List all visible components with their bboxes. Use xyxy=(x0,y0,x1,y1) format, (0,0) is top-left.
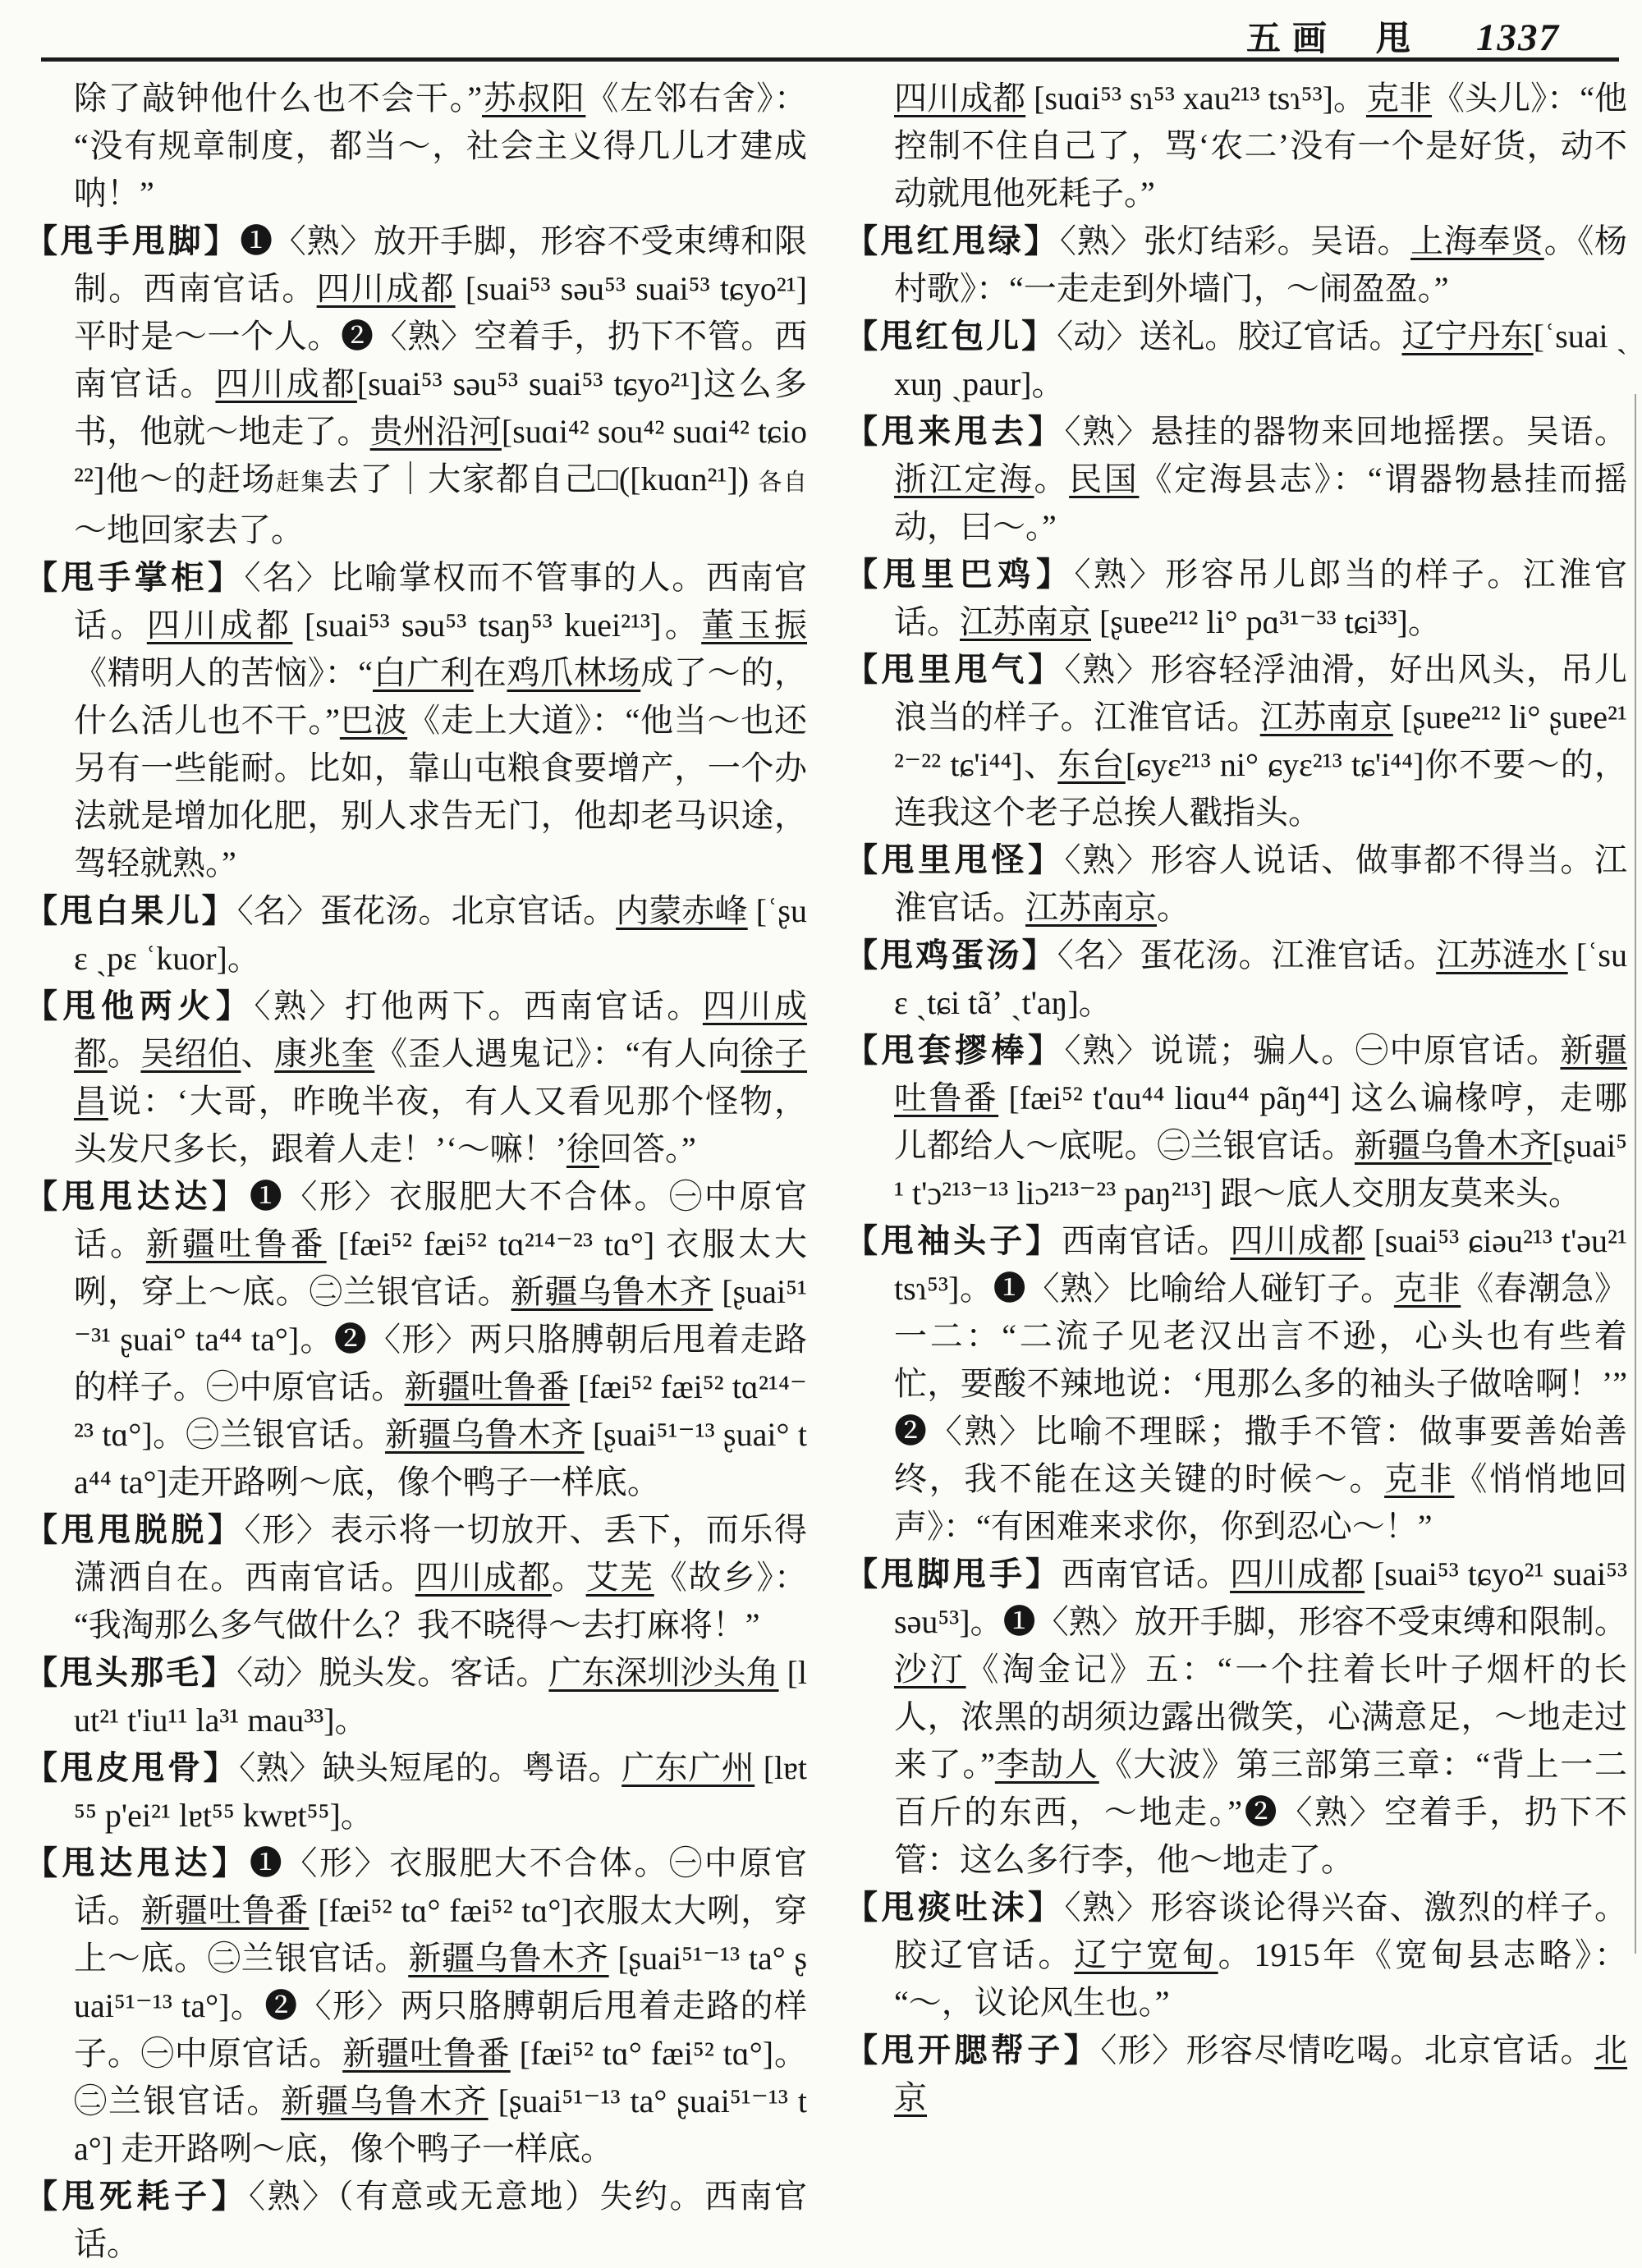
proper-noun: 艾芜 xyxy=(585,1559,654,1596)
entry-text: [ɕyɛ²¹³ ni° ɕyɛ²¹³ tɕ'i⁴⁴]你不要～的，连我这个老子总挨人戳指头。 xyxy=(894,746,1627,831)
proper-noun: 四川成都 xyxy=(316,270,456,307)
entry-text: 〈熟〉形容谈论得兴奋、激烈的样子。胶辽官话。 xyxy=(894,1889,1628,1973)
proper-noun: 新疆乌鲁木齐 xyxy=(281,2082,488,2119)
proper-noun: 新疆乌鲁木齐 xyxy=(511,1273,713,1310)
entry-headword: 【甩套摎棒】 xyxy=(845,1032,1065,1069)
proper-noun: 新疆乌鲁木齐 xyxy=(385,1416,585,1453)
proper-noun: 徐 xyxy=(566,1130,599,1167)
entry-headword: 【甩袖头子】 xyxy=(845,1222,1062,1259)
proper-noun: 内蒙赤峰 xyxy=(616,892,748,929)
proper-noun: 克非 xyxy=(1393,1270,1461,1307)
entry-text: 〈熟〉说谎；骗人。㊀中原官话。 xyxy=(1064,1032,1561,1069)
entry-text: [ʂuai⁵¹⁻¹³ ta° ʂuai⁵¹⁻¹³ ta°] 走开路咧～底，像个鸭子一样底。 xyxy=(74,2082,808,2167)
proper-noun: 广东深圳沙头角 xyxy=(548,1654,779,1691)
proper-noun: 克非 xyxy=(1365,80,1433,117)
proper-noun: 沙汀 xyxy=(894,1651,966,1688)
proper-noun: 辽宁丹东 xyxy=(1401,318,1534,355)
entry-text: 《左邻右舍》：“没有规章制度，都当～，社会主义得几儿才建成呐！” xyxy=(74,80,807,212)
left-column xyxy=(25,75,807,2268)
proper-noun: 克非 xyxy=(1384,1460,1455,1497)
page-edge-line xyxy=(1635,394,1636,1954)
dict-entry-甩甩达达 xyxy=(25,1173,807,1506)
entry-text: 〈熟〉形容人说话、做事都不得当。江淮官话。 xyxy=(894,841,1628,926)
proper-noun: 康兆奎 xyxy=(274,1035,375,1072)
entry-text: [fæi⁵² tɑ° fæi⁵² tɑ°]。㊁兰银官话。 xyxy=(74,2035,808,2119)
dict-entry-甩头那毛 xyxy=(25,1649,807,1744)
proper-noun: 东台 xyxy=(1057,746,1126,783)
proper-noun: 吴绍伯 xyxy=(140,1035,241,1072)
proper-noun: 巴波 xyxy=(339,702,408,739)
entry-text: 〈名〉蛋花汤。北京官话。 xyxy=(236,892,617,929)
proper-noun: 辽宁宽甸 xyxy=(1074,1936,1218,1973)
entry-headword: 【甩鸡蛋汤】 xyxy=(845,937,1057,974)
dict-entry-甩里甩气 xyxy=(845,646,1627,836)
entry-text: 〈熟〉打他两下。西南官话。 xyxy=(254,987,703,1024)
proper-noun: 新疆乌鲁木齐 xyxy=(408,1940,609,1977)
entry-text: [fæi⁵² t'ɑu⁴⁴ liɑu⁴⁴ pãŋ⁴⁴] 这么谝椽哼，走哪儿都给人～底呢。㊁兰银官话。 xyxy=(894,1079,1627,1164)
entry-text: [suɑi⁵³ sɿ⁵³ xau²¹³ tsɿ⁵³]。 xyxy=(1025,80,1366,117)
entry-text: 〈熟〉张灯结彩。吴语。 xyxy=(1059,222,1411,259)
entry-text: [suai⁵³ tɕyo²¹ suai⁵³ səu⁵³]。❶〈熟〉放开手脚，形容不受束缚和限制。 xyxy=(894,1556,1628,1640)
right-column xyxy=(845,75,1627,2268)
proper-noun: 四川成都 xyxy=(1230,1222,1365,1259)
proper-noun: 江苏南京 xyxy=(1259,699,1393,735)
entry-text: [suai⁵³ səu⁵³ suai⁵³ tɕyo²¹] 平时是～一个人。❷〈熟〉空着手，扔下不管。西南官话。 xyxy=(74,270,808,402)
entry-text: [ʿsuɛ ˏtɕi tãʼ ˏt'aŋ]。 xyxy=(894,937,1628,1021)
entry-headword: 【甩头那毛】 xyxy=(25,1654,237,1691)
dict-entry-甩里甩怪 xyxy=(845,836,1627,932)
entry-text: [fæi⁵² tɑ° fæi⁵² tɑ°]衣服太大咧，穿上～底。㊁兰银官话。 xyxy=(74,1892,808,1977)
entry-headword: 【甩手甩脚】 xyxy=(25,222,241,259)
entry-text: [ʂuai⁵¹⁻¹³ ʂuai° ta⁴⁴ ta°]走开路咧～底，像个鸭子一样底。 xyxy=(74,1416,807,1501)
entry-text: 《悄悄地回声》：“有困难来求你，你到忍心～！” xyxy=(894,1460,1628,1545)
entry-headword: 【甩痰吐沫】 xyxy=(845,1889,1065,1926)
entry-text: 〈动〉脱头发。客话。 xyxy=(236,1654,549,1691)
entry-text: ❶〈形〉衣服肥大不合体。㊀中原官话。 xyxy=(74,1178,808,1262)
dict-entry-甩来甩去 xyxy=(845,408,1627,551)
proper-noun: 四川成都 xyxy=(894,80,1026,117)
proper-noun: 新疆吐鲁番 xyxy=(342,2035,511,2072)
proper-noun: 新疆吐鲁番 xyxy=(404,1368,570,1405)
gloss-small: 赶集 xyxy=(275,470,326,496)
proper-noun: 广东广州 xyxy=(621,1749,755,1786)
proper-noun: 上海奉贤 xyxy=(1410,222,1544,259)
entry-text: 〈名〉比喻掌权而不管事的人。西南官话。 xyxy=(74,559,808,644)
proper-noun: 徐子昌 xyxy=(74,1035,808,1120)
entry-text: 〈动〉送礼。胶辽官话。 xyxy=(1057,318,1402,355)
entry-text: 《头儿》：“他控制不住自己了，骂‘农二’没有一个是好货，动不动就甩他死耗子。” xyxy=(894,80,1627,212)
proper-noun: 北京 xyxy=(894,2032,1628,2116)
proper-noun: 苏叔阳 xyxy=(481,80,586,117)
dict-entry-甩开腮帮子 xyxy=(845,2027,1627,2122)
proper-noun: 白广利 xyxy=(373,654,474,691)
entry-text: 《歪人遇鬼记》：“有人向 xyxy=(374,1035,741,1072)
entry-text: 《精明人的苦恼》：“ xyxy=(74,654,373,691)
proper-noun: 新疆乌鲁木齐 xyxy=(1354,1127,1553,1164)
proper-noun: 贵州沿河 xyxy=(369,413,502,450)
page-header xyxy=(0,0,1642,59)
entry-text: [suai⁵³ səu⁵³ suai⁵³ tɕyo²¹]这么多书，他就～地走了。 xyxy=(74,365,808,450)
entry-text: [suɑi⁴² sou⁴² suɑi⁴² tɕio²²]他～的赶场 xyxy=(74,413,808,497)
dict-entry-甩手掌柜 xyxy=(25,554,807,887)
proper-noun: 江苏涟水 xyxy=(1436,937,1568,974)
entry-text: ❶〈熟〉放开手脚，形容不受束缚和限制。西南官话。 xyxy=(74,222,808,307)
entry-headword: 【甩皮甩骨】 xyxy=(25,1749,240,1786)
dict-entry-甩手甩脚 xyxy=(25,218,807,554)
entry-text: 《淘金记》五：“一个拄着长叶子烟杆的长人，浓黑的胡须边露出微笑，心满意足，～地走过来了。” xyxy=(894,1651,1627,1783)
entry-text: 成了～的，什么活儿也不干。” xyxy=(74,654,808,739)
proper-noun: 四川成都 xyxy=(1230,1556,1365,1592)
entry-text: [fæi⁵² fæi⁵² tɑ²¹⁴⁻²³ tɑ°]。㊁兰银官话。 xyxy=(74,1368,807,1453)
proper-noun: 民国 xyxy=(1069,460,1140,497)
dict-entry-甩死耗子 xyxy=(25,2173,807,2268)
proper-noun: 四川成都 xyxy=(74,987,808,1072)
entry-text: 、 xyxy=(241,1035,275,1072)
dict-entry-甩红包儿 xyxy=(845,313,1627,408)
entry-text: 〈熟〉悬挂的器物来回地摇摆。吴语。 xyxy=(1064,413,1628,450)
entry-text: [fæi⁵² fæi⁵² tɑ²¹⁴⁻²³ tɑ°] 衣服太大咧，穿上～底。㊁兰银官话。 xyxy=(74,1226,808,1310)
entry-text: ～地回家去了。 xyxy=(74,511,304,548)
entry-headword: 【甩甩达达】 xyxy=(25,1178,250,1215)
entry-headword: 【甩甩脱脱】 xyxy=(25,1511,245,1548)
entry-headword: 【甩里巴鸡】 xyxy=(845,556,1075,593)
gloss-small: 各自 xyxy=(758,470,807,496)
entry-text: 。《杨村歌》：“一走走到外墙门，～闹盈盈。” xyxy=(894,222,1628,307)
entry-text: 。 xyxy=(1157,889,1190,926)
entry-text: 〈形〉形容尽情吃喝。北京官话。 xyxy=(1100,2032,1595,2069)
entry-text: [suai⁵³ ɕiəu²¹³ t'əu²¹ tsɿ⁵³]。❶〈熟〉比喻给人碰钉子。 xyxy=(894,1222,1628,1307)
entry-headword: 【甩手掌柜】 xyxy=(25,559,245,596)
dict-entry-甩达甩达 xyxy=(25,1840,807,2173)
entry-text: 。 xyxy=(107,1035,141,1072)
proper-noun: 四川成都 xyxy=(415,1559,553,1596)
entry-headword: 【甩开腮帮子】 xyxy=(845,2032,1101,2069)
entry-text: 〈熟〉缺头短尾的。粤语。 xyxy=(239,1749,622,1786)
entry-text: [ʂuɐe²¹² li° ʂuɐe²¹²⁻²² tɕ'i⁴⁴]、 xyxy=(894,699,1628,783)
entry-text: 。1915年《宽甸县志略》：“～，议论风生也。” xyxy=(894,1936,1628,2021)
entry-text: [ʿʂuɛ ˏpɛ ʿkuor]。 xyxy=(74,892,808,977)
entry-text: 《大波》第三部第三章：“背上一二百斤的东西，～地走。”❷〈熟〉空着手，扔下不管：这么多行李，他～地走了。 xyxy=(894,1746,1627,1878)
entry-headword: 【甩里甩怪】 xyxy=(845,841,1065,878)
dict-entry-甩甩脱脱 xyxy=(25,1506,807,1649)
entry-text: 《故乡》：“我淘那么多气做什么？我不晓得～去打麻将！” xyxy=(74,1559,808,1643)
entry-text: 西南官话。 xyxy=(1062,1556,1231,1592)
dict-entry-甩白果儿 xyxy=(25,887,807,983)
dict-entry-continuation xyxy=(25,75,807,218)
entry-text: [ʂuai⁵¹⁻¹³ ta° ʂuai⁵¹⁻¹³ ta°]。❷〈形〉两只胳膊朝后甩着走路的样子。㊀中原官话。 xyxy=(74,1940,808,2072)
proper-noun: 李劼人 xyxy=(994,1746,1099,1783)
entry-text: 。 xyxy=(552,1559,586,1596)
dict-entry-甩脚甩手 xyxy=(845,1551,1627,1884)
entry-text: 《春潮急》一二：“二流子见老汉出言不逊，心头也有些着忙，要酸不辣地说：‘甩那么多的袖头子做啥啊！’”❷〈熟〉比喻不理睬；撒手不管：做事要善始善终，我不能在这关键的时候～。 xyxy=(894,1270,1627,1497)
entry-text: 《定海县志》：“谓器物悬挂而摇动，曰～。” xyxy=(894,460,1628,545)
proper-noun: 新疆吐鲁番 xyxy=(145,1226,327,1262)
entry-text: 〈熟〉形容轻浮油滑，好出风头，吊儿浪当的样子。江淮官话。 xyxy=(894,651,1628,735)
proper-noun: 鸡爪林场 xyxy=(507,654,641,691)
proper-noun: 江苏南京 xyxy=(960,603,1091,640)
entry-text: 〈熟〉形容吊儿郎当的样子。江淮官话。 xyxy=(894,556,1628,640)
dict-entry-甩套摎棒 xyxy=(845,1027,1627,1217)
dict-entry-continuation xyxy=(845,75,1627,218)
entry-text: [ʂuai⁵¹⁻³¹ ʂuai° ta⁴⁴ ta°]。❷〈形〉两只胳膊朝后甩着走路的样子。㊀中原官话。 xyxy=(74,1273,807,1405)
entry-headword: 【甩死耗子】 xyxy=(25,2178,249,2215)
entry-headword: 【甩脚甩手】 xyxy=(845,1556,1062,1592)
entry-headword: 【甩他两火】 xyxy=(25,987,255,1024)
entry-text: 说：‘大哥，昨晚半夜，有人又看见那个怪物，头发尺多长，跟着人走！’‘～嘛！’ xyxy=(74,1083,807,1167)
entry-text: 《走上大道》：“他当～也还另有一些能耐。比如，靠山屯粮食要增产，一个办法就是增加化肥，别人求告无门，他却老马识途，驾轻就熟。” xyxy=(74,702,807,882)
entry-headword: 【甩来甩去】 xyxy=(845,413,1065,450)
entry-text: 去了｜大家都自己□([kuɑn²¹]) xyxy=(325,460,759,497)
section-label: 五画 xyxy=(1245,21,1338,58)
entry-headword: 【甩里甩气】 xyxy=(845,651,1065,688)
dict-entry-甩袖头子 xyxy=(845,1217,1627,1551)
section-headword: 甩 xyxy=(1375,21,1410,58)
entry-text: [suai⁵³ səu⁵³ tsaŋ⁵³ kuei²¹³]。 xyxy=(292,607,702,644)
dict-entry-甩里巴鸡 xyxy=(845,551,1627,646)
entry-text: [lut²¹ t'iu¹¹ la³¹ mau³³]。 xyxy=(74,1654,808,1739)
entry-headword: 【甩达甩达】 xyxy=(25,1844,250,1881)
entry-headword: 【甩红甩绿】 xyxy=(845,222,1060,259)
entry-headword: 【甩白果儿】 xyxy=(25,892,237,929)
proper-noun: 董玉振 xyxy=(701,607,808,644)
proper-noun: 四川成都 xyxy=(215,365,357,402)
dict-entry-甩红甩绿 xyxy=(845,218,1627,313)
entry-text: 西南官话。 xyxy=(1062,1222,1231,1259)
entry-headword: 【甩红包儿】 xyxy=(845,318,1057,355)
proper-noun: 新疆吐鲁番 xyxy=(140,1892,310,1929)
dict-entry-甩鸡蛋汤 xyxy=(845,932,1627,1027)
entry-text: ❶〈形〉衣服肥大不合体。㊀中原官话。 xyxy=(74,1844,808,1929)
dict-entry-甩他两火 xyxy=(25,983,807,1173)
dict-entry-甩痰吐沫 xyxy=(845,1884,1627,2027)
dict-entry-甩皮甩骨 xyxy=(25,1744,807,1840)
proper-noun: 江苏南京 xyxy=(1025,889,1157,926)
entry-text: 在 xyxy=(473,654,507,691)
proper-noun: 四川成都 xyxy=(146,607,293,644)
entry-text: 〈名〉蛋花汤。江淮官话。 xyxy=(1057,937,1437,974)
two-column-body xyxy=(0,62,1642,2268)
entry-text: [ʂuai⁵¹ t'ɔ²¹³⁻¹³ liɔ²¹³⁻²³ paŋ²¹³] 跟～底人交朋友莫来头。 xyxy=(894,1127,1628,1212)
proper-noun: 新疆吐鲁番 xyxy=(894,1032,1628,1116)
entry-text: 回答。” xyxy=(599,1130,696,1167)
entry-text: [lɐt⁵⁵ p'ei²¹ lɐt⁵⁵ kwɐt⁵⁵]。 xyxy=(74,1749,808,1834)
entry-text: [ʂuɐe²¹² li° pɑ³¹⁻³³ tɕi³³]。 xyxy=(1091,603,1441,640)
entry-text: 〈形〉表示将一切放开、丢下，而乐得潇洒自在。西南官话。 xyxy=(74,1511,808,1596)
page-number: 1337 xyxy=(1476,16,1560,59)
entry-text: [ʿsuai ˏxuŋ ˏpaur]。 xyxy=(894,318,1627,402)
entry-text: 除了敲钟他什么也不会干。” xyxy=(74,80,482,117)
proper-noun: 浙江定海 xyxy=(894,460,1034,497)
entry-text: 。 xyxy=(1034,460,1070,497)
entry-text: 〈熟〉（有意或无意地）失约。西南官话。 xyxy=(74,2178,807,2262)
